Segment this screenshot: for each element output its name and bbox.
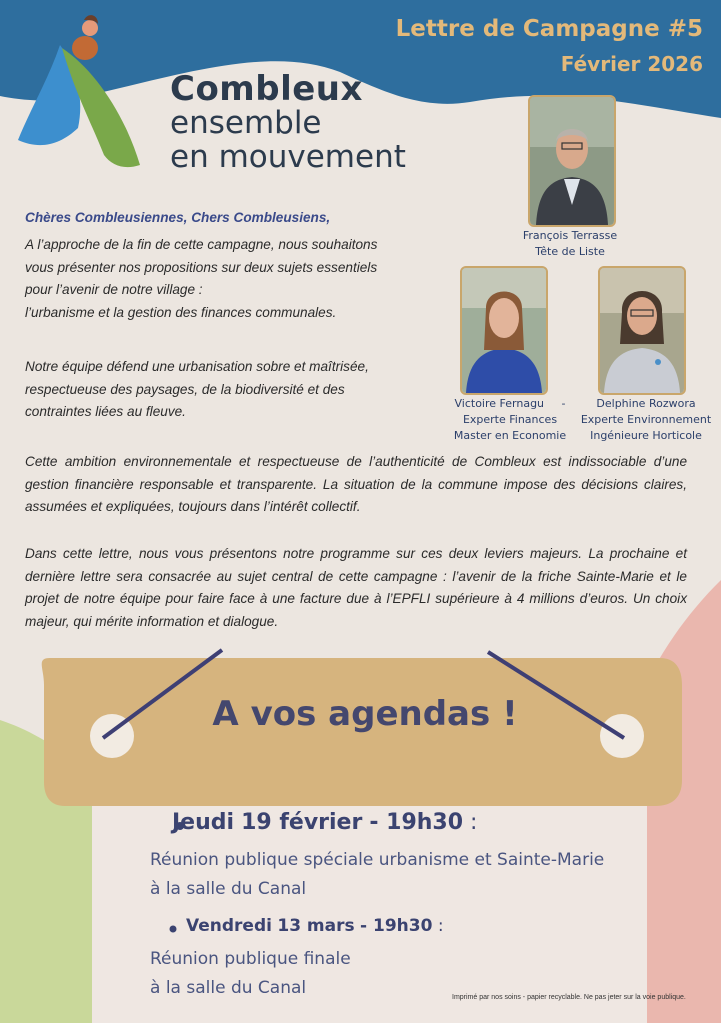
issue-title: Lettre de Campagne #5 (395, 16, 703, 42)
event-date: 13 mars (277, 916, 355, 936)
team-name: François Terrasse (522, 229, 618, 242)
caption-delphine-rozwora (576, 396, 716, 444)
event-time: - 19h30 (360, 916, 433, 936)
brand-line-1: Combleux (170, 69, 363, 109)
event-location: à la salle du Canal (150, 879, 307, 899)
event-1-heading (172, 810, 477, 835)
caption-francois-terrasse (500, 228, 640, 260)
event-1-description (150, 846, 604, 904)
team-role: Experte Environnement (580, 413, 712, 426)
photo-victoire-fernagu (460, 266, 548, 395)
event-colon: : (437, 916, 444, 936)
next-letter-paragraph: Dans cette lettre, nous vous présentons notre programme sur ces deux leviers majeurs. La prochaine et dernière lettre sera consacrée au sujet central de cette campagne : l’avenir de la friche Sainte-Marie et le projet de notre équipe pour faire face à une facture due à l’EPFLI supérieure à 4 millions d’euros. Un choix majeur, qui mérite information et dialogue. (25, 546, 687, 629)
finance-paragraph: Cette ambition environnementale et respectueuse de l’authenticité de Combleux est indissociable d’une gestion financière responsable et transparente. La situation de la commune impose des décisions claires, assumées et expliquées, toujours dans l’intérêt collectif. (25, 454, 687, 514)
photo-francois-terrasse (528, 95, 616, 227)
greeting: Chères Combleusiennes, Chers Combleusiens, (25, 210, 331, 225)
event-day: Jeudi (172, 810, 235, 835)
brand-line-3: en mouvement (170, 139, 406, 175)
team-role: Experte Finances (462, 413, 558, 426)
event-location: à la salle du Canal (150, 978, 307, 998)
event-day: Vendredi (186, 916, 272, 936)
caption-victoire-fernagu (440, 396, 580, 444)
event-desc-line: Réunion publique finale (150, 949, 351, 969)
brand-line-2: ensemble (170, 105, 322, 141)
portrait-3 (600, 268, 684, 393)
paragraph-line: l’urbanisme et la gestion des finances communales. (25, 304, 337, 320)
print-note: Imprimé par nos soins - papier recyclable. Ne pas jeter sur la voie publique. (452, 994, 686, 1001)
paragraph-line: contraintes liées au fleuve. (25, 404, 186, 419)
intro-paragraph (25, 234, 445, 324)
paragraph-line: respectueuse des paysages, de la biodiversité et des (25, 381, 345, 397)
issue-info (396, 16, 703, 76)
event-2-heading (186, 916, 444, 936)
agenda-title: A vos agendas ! (212, 694, 518, 734)
brand-logo-text (170, 69, 406, 175)
paragraph-line: A l’approche de la fin de cette campagne, nous souhaitons (25, 237, 378, 252)
event-2-description (150, 945, 351, 1003)
issue-date: Février 2026 (560, 52, 703, 76)
event-colon: : (470, 810, 478, 835)
portrait-2 (462, 268, 546, 393)
team-degree: Ingénieure Horticole (590, 429, 702, 442)
photo-delphine-rozwora (598, 266, 686, 395)
paragraph-line: Notre équipe défend une urbanisation sobre et maîtrisée, (25, 359, 369, 374)
portrait-1 (530, 97, 614, 225)
event-time: - 19h30 (369, 810, 464, 835)
paragraph-line: pour l’avenir de notre village : (25, 282, 203, 297)
paragraph-line: vous présenter nos propositions sur deux sujets essentiels (25, 259, 378, 275)
urbanism-paragraph (25, 356, 445, 424)
team-role: Tête de Liste (535, 245, 605, 258)
team-degree: Master en Economie (453, 429, 567, 442)
team-name: Delphine Rozwora (596, 397, 696, 410)
bullet-2 (170, 926, 177, 933)
event-date: 19 février (241, 810, 363, 835)
caption-separator: - (561, 397, 566, 410)
team-name: Victoire Fernagu - (454, 397, 566, 410)
event-desc-line: Réunion publique spéciale urbanisme et Sainte-Marie (150, 850, 605, 870)
